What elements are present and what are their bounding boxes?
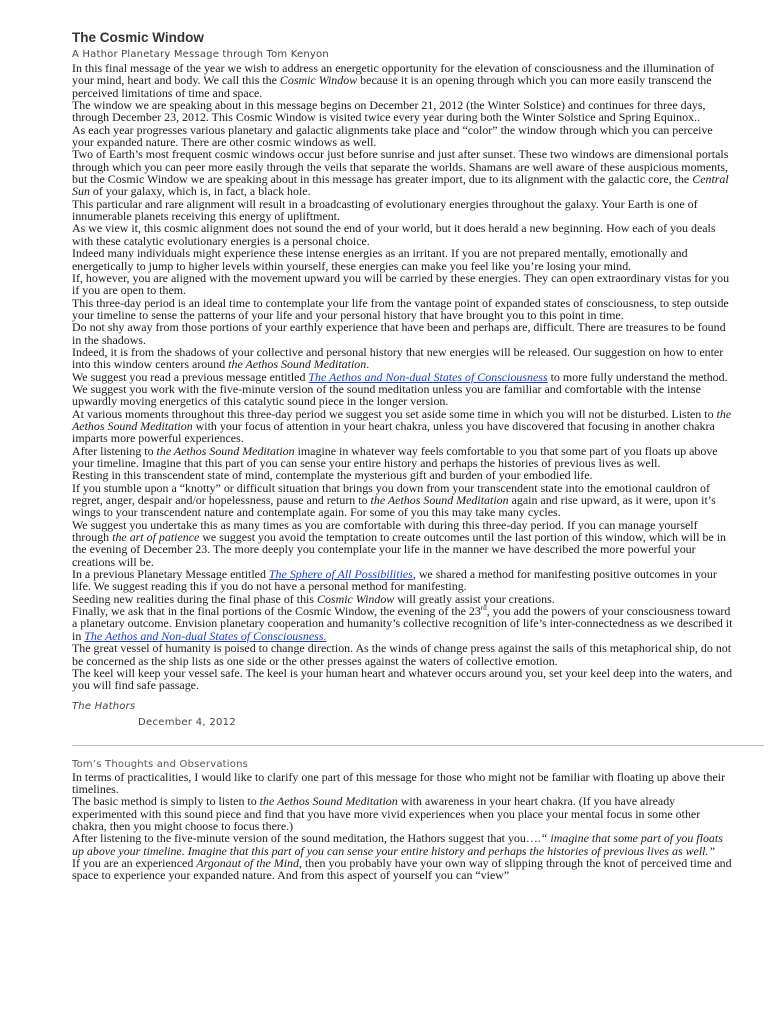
text: , we shared a method for manifesting positive outcomes in your life. We suggest reading this if you do not have a personal method for manifesting. [72, 567, 717, 594]
text: will greatly assist your creations. [394, 591, 555, 606]
signature: The Hathors [72, 700, 136, 712]
text: Finally, we ask that in the final portions of the Cosmic Window, the evening of the 23 [72, 604, 481, 619]
superscript: rd [480, 604, 487, 613]
paragraph [72, 346, 736, 371]
paragraph: The window we are speaking about in this message begins on December 21, 2012 (the Winter Solstice) and continues for three days, through December 23, 2012. This Cosmic Window is visited twice every year during both the Winter Solstice and Spring Equinox.. [72, 98, 706, 125]
text: to more fully understand the method. We suggest you work with the five-minute version of the sound meditation unless you are familiar and comfortable with the intense upwardly moving energetics of this catalytic sound piece in the longer version. [72, 369, 728, 409]
text: After listening to the five-minute version of the sound meditation, the Hathors suggest that you…. [72, 831, 541, 846]
text: of your galaxy, which is, in fact, a black hole. [89, 184, 311, 199]
text: imagine in whatever way feels comfortable to you that some part of you floats up above your timeline. Imagine that this part of you can sense your entire history and perhaps the histories of previous lives as well. [72, 443, 718, 470]
emphasis: the Aethos Sound Meditation [156, 443, 295, 458]
paragraph [72, 519, 736, 568]
text: At various moments throughout this three-day period we suggest you set aside some time in which you will not be disturbed. Listen to [72, 406, 717, 421]
emphasis: the Aethos Sound Meditation [72, 406, 732, 433]
paragraph: The keel will keep your vessel safe. The keel is your human heart and whatever occurs around you, set your keel deep into the waters, and you will find safe passage. [72, 665, 733, 693]
text: because it is an opening through which you can more easily transcend the perceived limitations of time and space. [72, 73, 712, 100]
paragraph [72, 795, 736, 832]
section-heading: Tom’s Thoughts and Observations [72, 758, 249, 770]
section-divider [72, 745, 764, 746]
text: If you are an experienced [72, 855, 197, 870]
text: , you add the powers of your consciousness toward a planetary outcome. Envision planetary cooperation and humanity’s collective recognition of life’s inter-connectedness as we described it in [72, 604, 733, 643]
paragraph: Resting in this transcendent state of mind, contemplate the mysterious gift and burden of your embodied life. [72, 468, 593, 483]
text: we suggest you avoid the temptation to create outcomes until the last portion of this window, which will be in the evening of December 23. The more deeply you contemplate your life in the manner we have described the more powerful your creations will be. [72, 530, 727, 569]
text: We suggest you read a previous message entitled [72, 369, 309, 384]
text: again and rise upward, as it were, upon it’s wings to your transcendent nature and contemplate again. For some of you this may take many cycles. [72, 493, 716, 520]
paragraph: This three-day period is an ideal time to contemplate your life from the vantage point of expanded states of consciousness, to step outside your timeline to sense the patterns of your life and your personal history that have brought you to this point in time. [72, 295, 729, 322]
paragraph: Do not shy away from those portions of your earthly experience that have been and perhaps are, difficult. There are treasures to be found in the shadows. [72, 320, 726, 347]
paragraph: In terms of practicalities, I would like to clarify one part of this message for those who might not be familiar with floating up above their timelines. [72, 769, 726, 796]
paragraph [72, 857, 736, 882]
sphere-link[interactable]: The Sphere of All Possibilities [268, 567, 413, 582]
text: Indeed, it is from the shadows of your collective and personal history that new energies will be released. Our suggestion on how to enter into this window centers around [72, 344, 724, 372]
paragraph: As each year progresses various planetary and galactic alignments take place and “color” the window through which you can perceive your expanded nature. There are other cosmic windows as well. [72, 122, 713, 150]
document-title: The Cosmic Window [72, 30, 204, 45]
paragraph [72, 832, 736, 857]
text: , then you probably have your own way of slipping through the knot of perceived time and space to experience your expanded nature. And from this aspect of yourself you can “view” [72, 855, 732, 883]
text: We suggest you undertake this as many times as you are comfortable with during this three-day period. If you can manage yourself through [72, 517, 698, 545]
text: Seeding new realities during the final phase of this [72, 591, 317, 606]
paragraph [72, 482, 736, 519]
message-date: December 4, 2012 [138, 716, 237, 728]
aethos-link[interactable]: The Aethos and Non-dual States of Consciousness [308, 369, 548, 384]
emphasis: the Aethos Sound Meditation [228, 357, 367, 372]
text: In a previous Planetary Message entitled [72, 567, 269, 582]
emphasis: “ imagine that some part of you floats up above your timeline. Imagine that this part of you can sense your entire history and perhaps the histories of previous lives as well.” [72, 831, 723, 858]
emphasis: Central Sun [72, 172, 729, 199]
text: with your focus of attention in your heart chakra, unless you have discovered that focusing in another chakra imparts more powerful experiences. [72, 418, 715, 446]
emphasis: Cosmic Window [279, 73, 358, 88]
paragraph [72, 371, 736, 408]
paragraph [72, 445, 736, 470]
paragraph: Indeed many individuals might experience these intense energies as an irritant. If you are not prepared mentally, emotionally and energetically to jump to higher levels within yourself, these energies can make you feel like you’re losing your mind. [72, 246, 688, 273]
paragraph [72, 408, 736, 445]
emphasis: Argonaut of the Mind [196, 855, 299, 870]
text: Two of Earth’s most frequent cosmic windows occur just before sunrise and just after sunset. These two windows are dimensional portals through which you can peer more easily through the veils that separate the worlds. Shamans are well aware of these auspicious moments, but the Cosmic Window we are speaking about in this message has greater import, due to its alignment with the galactic core, the [72, 147, 729, 187]
paragraph [72, 62, 736, 99]
text: After listening to [72, 443, 157, 458]
paragraph [72, 605, 736, 642]
paragraph: As we view it, this cosmic alignment does not sound the end of your world, but it does herald a new beginning. How each of you deals with these catalytic evolutionary energies is a personal choice. [72, 221, 716, 248]
emphasis: the Aethos Sound Meditation [259, 794, 398, 809]
document-subtitle: A Hathor Planetary Message through Tom Kenyon [72, 49, 329, 60]
text: The basic method is simply to listen to [72, 794, 260, 809]
aethos-link[interactable]: The Aethos and Non-dual States of Consciousness. [84, 628, 327, 643]
emphasis: the art of patience [112, 530, 200, 545]
text: with awareness in your heart chakra. (If you have already experimented with this sound piece and find that you have more vivid experiences when you place your mental focus in some other chakra, then you might choose to focus there.) [72, 794, 701, 833]
text: . [366, 357, 370, 372]
paragraph: The great vessel of humanity is poised to change direction. As the winds of change press against the sails of this metaphorical ship, do not be concerned as the ship lists as one side or the other presses against the waters of collective emotion. [72, 641, 732, 668]
paragraph [72, 148, 736, 197]
text: If you stumble upon a “knotty” or difficult situation that brings you down from your transcendent state into the emotional cauldron of regret, anger, despair and/or hopelessness, pause and return to [72, 480, 710, 508]
paragraph [72, 568, 736, 593]
emphasis: the Aethos Sound Meditation [370, 493, 509, 508]
paragraph: This particular and rare alignment will result in a broadcasting of evolutionary energies throughout the galaxy. Your Earth is one of innumerable planets receiving this energy of upliftment. [72, 196, 698, 224]
paragraph: If, however, you are aligned with the movement upward you will be carried by these energies. They can open extraordinary vistas for you if you are open to them. [72, 270, 730, 298]
text: In this final message of the year we wish to address an energetic opportunity for the elevation of consciousness and the illumination of your mind, heart and body. We call this the [72, 61, 715, 88]
emphasis: Cosmic Window [317, 591, 395, 606]
